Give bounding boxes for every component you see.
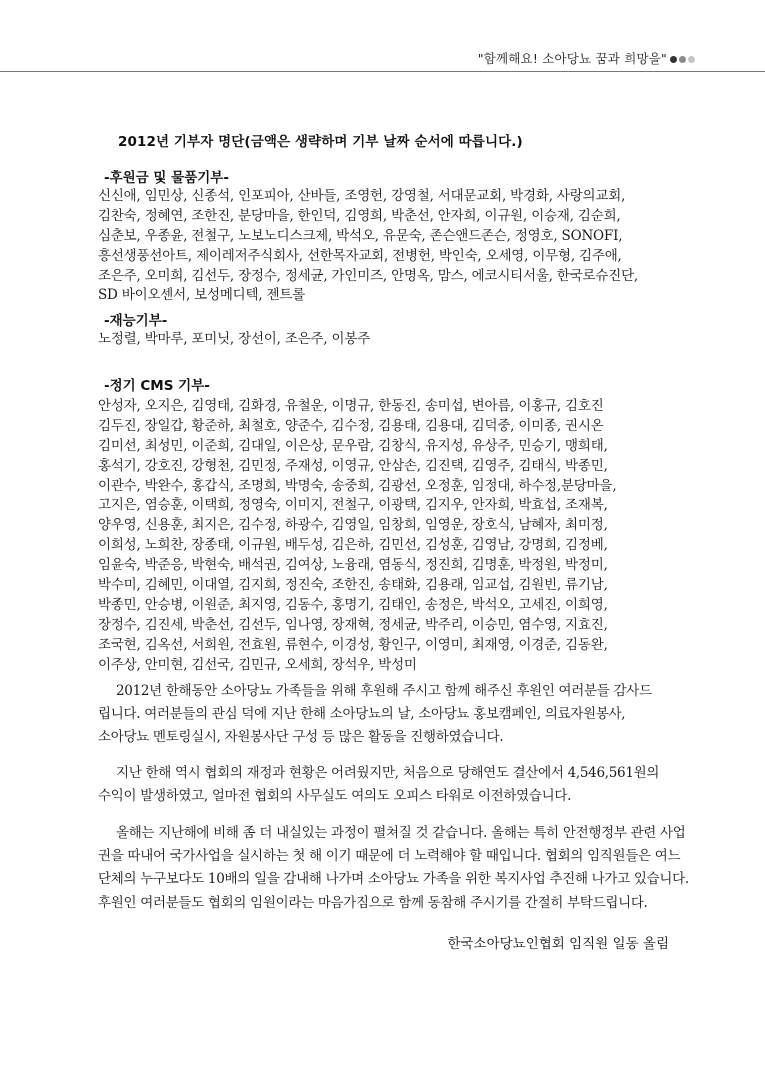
cms-names — [98, 397, 678, 675]
page-header — [0, 0, 765, 72]
name-line: 흥선생풍선아트, 제이레저주식회사, 선한목자교회, 전병헌, 박인숙, 오세영, 이무형, 김주애, — [98, 247, 622, 264]
name-line: SD 바이오센서, 보성메디텍, 젠트롤 — [98, 287, 306, 304]
name-line: 이관수, 박완수, 홍갑식, 조명희, 박명숙, 송중희, 김광선, 오정훈, 임정대, 하수정,분당마을, — [98, 477, 617, 494]
header-tagline: "함께해요! 소아당뇨 꿈과 희망을" — [477, 51, 667, 66]
section-heading-cms: -정기 CMS 기부- — [104, 378, 210, 394]
dot-2 — [679, 56, 686, 63]
name-line: 심춘보, 우종윤, 전철구, 노보노디스크제, 박석오, 유문숙, 존슨앤드존슨, 정영호, SONOFI, — [98, 227, 623, 244]
section-heading-talent: -재능기부- — [104, 313, 168, 329]
paragraph-line: 단체의 누구보다도 10배의 일을 감내해 나가며 소아당뇨 가족을 위한 복지사업 추진해 나가고 있습니다. — [98, 871, 689, 888]
finance-paragraph — [98, 762, 678, 808]
document-title: 2012년 기부자 명단(금액은 생략하며 기부 날짜 순서에 따릅니다.) — [118, 134, 523, 150]
header-divider — [0, 71, 765, 72]
paragraph-line: 올해는 지난해에 비해 좀 더 내실있는 과정이 펼쳐질 것 같습니다. 올해는 특히 안전행정부 관련 사업 — [116, 825, 686, 841]
name-line: 조은주, 오미희, 김선두, 장정수, 정세균, 가인미즈, 안명옥, 맘스, 에코시티서울, 한국로슈진단, — [98, 267, 639, 284]
outlook-paragraph — [98, 822, 689, 915]
paragraph-line: 후원인 여러분들도 협회의 임원이라는 마음가짐으로 함께 동참해 주시기를 간절히 부탁드립니다. — [98, 894, 648, 911]
paragraph-line: 2012년 한해동안 소아당뇨 가족들을 위해 후원해 주시고 함께 해주신 후원인 여러분들 감사드 — [116, 683, 652, 699]
thanks-paragraph — [98, 680, 678, 750]
paragraph-line: 소아당뇨 멘토링실시, 자원봉사단 구성 등 많은 활동을 진행하였습니다. — [98, 729, 504, 746]
name-line: 박수미, 김혜민, 이대열, 김지희, 정진숙, 조한진, 송태화, 김용래, 임교섭, 김원빈, 류기남, — [98, 577, 608, 594]
dot-1 — [670, 56, 677, 63]
name-line: 노정렬, 박마루, 포미닛, 장선이, 조은주, 이봉주 — [98, 331, 371, 347]
name-line: 이희성, 노희찬, 장종태, 이규원, 배두성, 김은하, 김민선, 김성훈, 김영남, 강명희, 김정베, — [98, 537, 608, 554]
paragraph-line: 지난 한해 역시 협회의 재정과 현황은 어려웠지만, 처음으로 당해연도 결산에서 4,546,561원의 — [116, 765, 660, 781]
talent-names — [98, 330, 678, 350]
name-line: 김찬숙, 정혜연, 조한진, 분당마을, 한인덕, 김영희, 박춘선, 안자희, 이규원, 이승재, 김순희, — [98, 207, 621, 224]
name-line: 김두진, 장일갑, 황준하, 최철호, 양준수, 김수정, 김용태, 김용대, 김덕중, 이미종, 권시온 — [98, 417, 604, 434]
name-line: 조국현, 김옥선, 서희원, 전효원, 류현수, 이경성, 황인구, 이영미, 최재영, 이경준, 김동완, — [98, 636, 608, 653]
donation-names — [98, 187, 678, 306]
paragraph-line: 권을 따내어 국가사업을 실시하는 첫 해 이기 때문에 더 노력해야 할 때입니다. 협회의 임직원들은 여느 — [98, 848, 681, 865]
name-line: 박종민, 안승병, 이원준, 최지영, 김동수, 홍명기, 김태인, 송정은, 박석오, 고세진, 이희영, — [98, 596, 608, 613]
name-line: 양우영, 신용훈, 최지은, 김수정, 하광수, 김영일, 임창희, 임영운, 장호식, 남혜자, 최미정, — [98, 517, 608, 534]
name-line: 홍석기, 강호진, 강형천, 김민정, 주재성, 이영규, 안삼손, 김진택, 김영주, 김태식, 박종민, — [98, 457, 608, 474]
name-line: 이주상, 안미현, 김선국, 김민규, 오세희, 장석우, 박성미 — [98, 656, 417, 673]
name-line: 장정수, 김진세, 박춘선, 김선두, 임나영, 장재혁, 정세균, 박주리, 이승민, 염수영, 지효진, — [98, 616, 608, 633]
paragraph-line: 립니다. 여러분들의 관심 덕에 지난 한해 소아당뇨의 날, 소아당뇨 홍보캠페인, 의료자원봉사, — [98, 706, 626, 723]
paragraph-line: 수익이 발생하였고, 얼마전 협회의 사무실도 여의도 오피스 타워로 이전하였습니다. — [98, 788, 572, 805]
name-line: 안성자, 오지은, 김영태, 김화경, 유철운, 이명규, 한동진, 송미섭, 변아름, 이홍규, 김호진 — [98, 398, 604, 414]
name-line: 신신애, 임민상, 신종석, 인포피아, 산바들, 조영헌, 강영철, 서대문교회, 박경화, 사랑의교회, — [98, 188, 626, 204]
name-line: 김미선, 최성민, 이준희, 김대일, 이은상, 문우람, 김창식, 유지성, 유상주, 민승기, 맹희태, — [98, 437, 608, 454]
dot-3 — [688, 56, 695, 63]
name-line: 임윤숙, 박준응, 박현숙, 배석권, 김여상, 노융래, 염동식, 정진희, 김명훈, 박정원, 박정미, — [98, 557, 608, 574]
name-line: 고지은, 염승훈, 이택희, 정영숙, 이미지, 전철구, 이광택, 김지우, 안자희, 박효섭, 조재복, — [98, 497, 608, 514]
signature: 한국소아당뇨인협회 임직원 일동 올림 — [447, 936, 669, 952]
section-heading-donation: -후원금 및 물품기부- — [104, 170, 229, 186]
